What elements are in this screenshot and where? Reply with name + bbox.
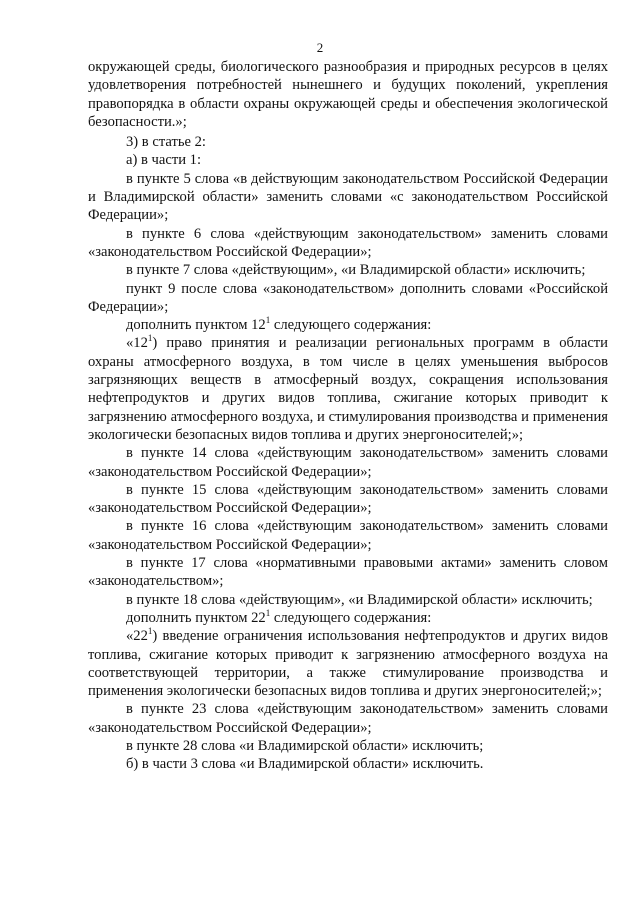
paragraph: пункт 9 после слова «законодательством» дополнить словами «Российской Федерации»; bbox=[88, 280, 608, 315]
paragraph: а) в части 1: bbox=[126, 152, 202, 169]
paragraph: б) в части 3 слова «и Владимирской области» исключить. bbox=[126, 756, 484, 773]
paragraph: в пункте 16 слова «действующим законодательством» заменить словами «законодательством Российской Федерации»; bbox=[88, 518, 608, 553]
paragraph: «$12^1$) право принятия и реализации региональных программ в области охраны атмосферного воздуха, в том числе в целях уменьшения выбросов загрязняющих веществ в атмосферный воздух, сокращения использования нефтепродуктов и других видов топлива, сжигание которых приводит к загрязнению атмосферного воздуха, и стимулирования производства и применения экологически безопасных видов топлива и других энергоносителей;»; bbox=[88, 333, 608, 443]
superscript: 1 bbox=[147, 626, 153, 637]
paragraph: в пункте 23 слова «действующим законодательством» заменить словами «законодательством Российской Федерации»; bbox=[88, 701, 608, 736]
paragraph: в пункте 28 слова «и Владимирской области» исключить; bbox=[126, 737, 484, 754]
paragraph: в пункте 15 слова «действующим законодательством» заменить словами «законодательством Российской Федерации»; bbox=[88, 481, 608, 517]
paragraph: дополнить пунктом $12^1$ следующего содержания: bbox=[126, 315, 432, 334]
paragraph: в пункте 18 слова «действующим», «и Владимирской области» исключить; bbox=[126, 591, 593, 608]
paragraph: окружающей среды, биологического разнообразия и природных ресурсов в целях удовлетворения потребностей нынешнего и будущих поколений, укрепления правопорядка в области охраны окружающей среды и обеспечения экологической безопасности.»; bbox=[88, 59, 608, 130]
paragraph: в пункте 6 слова «действующим законодательством» заменить словами «законодательством Российской Федерации»; bbox=[88, 225, 608, 260]
paragraph: в пункте 17 слова «нормативными правовыми актами» заменить словом «законодательством»; bbox=[88, 555, 608, 590]
paragraph: дополнить пунктом $22^1$ следующего содержания: bbox=[126, 608, 432, 626]
paragraph: 3) в статье 2: bbox=[126, 134, 206, 151]
superscript: 1 bbox=[265, 608, 271, 619]
paragraph: в пункте 14 слова «действующим законодательством» заменить словами «законодательством Российской Федерации»; bbox=[88, 445, 608, 480]
page-number: 2 bbox=[316, 40, 324, 55]
paragraph: «$22^1$) введение ограничения использования нефтепродуктов и других видов топлива, сжигание которых приводит к загрязнению атмосферного воздуха на соответствующей территории, а также стимулирование производства и применения экологически безопасных видов топлива и других энергоносителей;»; bbox=[88, 626, 608, 700]
document-body bbox=[88, 58, 608, 774]
paragraph: в пункте 5 слова «в действующим законодательством Российской Федерации и Владимирской области» заменить словами «с законодательством Российской Федерации»; bbox=[88, 170, 608, 224]
superscript: 1 bbox=[265, 315, 271, 326]
superscript: 1 bbox=[147, 333, 153, 344]
paragraph: в пункте 7 слова «действующим», «и Владимирской области» исключить; bbox=[126, 262, 586, 279]
